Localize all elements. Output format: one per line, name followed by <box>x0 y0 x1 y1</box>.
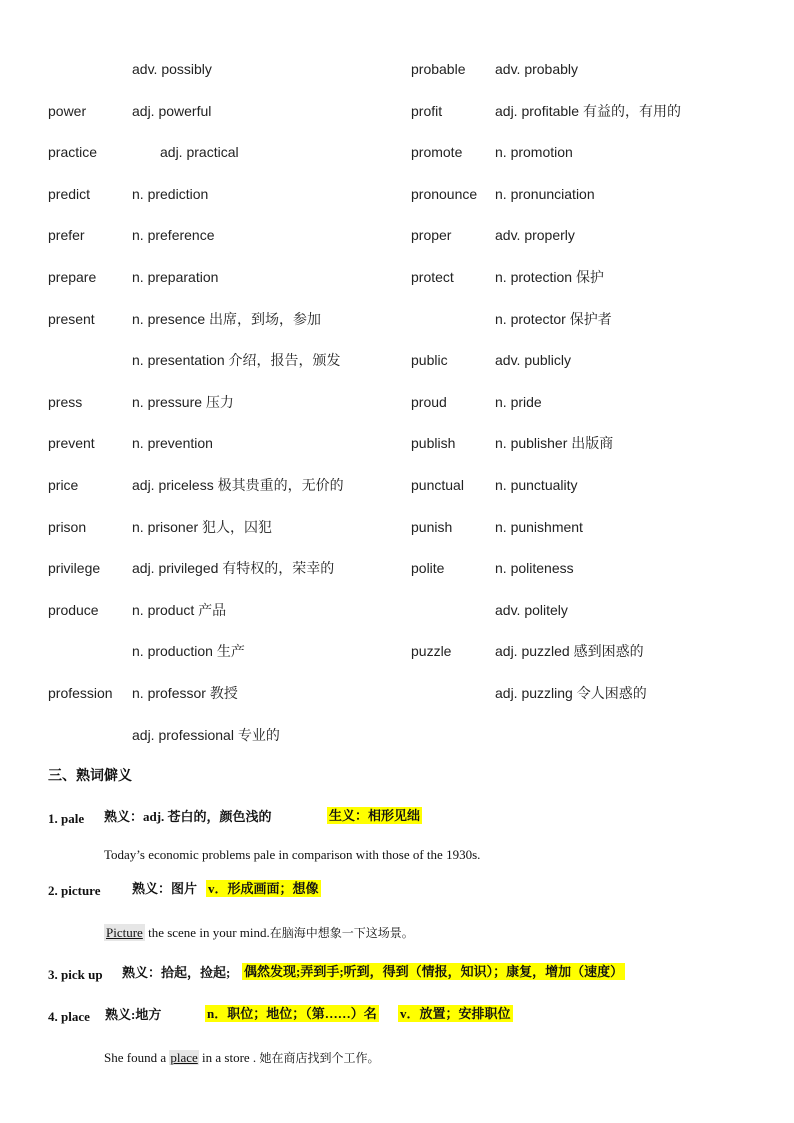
vocab-derivative: adj. powerful <box>132 103 212 119</box>
new-meaning: 生义：相形见绌 <box>329 808 421 823</box>
vocab-derivative: n. pride <box>495 394 542 410</box>
example-sentence: She found a place in a store . 她在商店找到个工作。 <box>104 1050 380 1065</box>
vocab-derivative: n. protection 保护 <box>495 269 604 285</box>
vocab-word: press <box>48 394 83 410</box>
familiar-meaning: 熟义:地方 <box>105 1007 162 1022</box>
vocab-word: puzzle <box>411 643 452 659</box>
vocab-word: polite <box>411 560 445 576</box>
vocab-derivative: n. production 生产 <box>132 643 245 659</box>
vocab-word: protect <box>411 269 454 285</box>
highlighted-word: Picture <box>106 925 143 940</box>
familiar-meaning: 熟义：图片 <box>132 881 198 896</box>
vocab-word: predict <box>48 186 91 202</box>
new-meaning-verb: v．放置；安排职位 <box>400 1006 511 1021</box>
vocab-word: prepare <box>48 269 97 285</box>
vocab-derivative: n. presence 出席，到场，参加 <box>132 311 322 327</box>
entry-number: 2. picture <box>48 883 101 898</box>
vocab-derivative: adj. priceless 极其贵重的，无价的 <box>132 477 344 493</box>
vocab-derivative: n. punishment <box>495 519 583 535</box>
vocab-word: public <box>411 352 448 368</box>
vocab-derivative: adj. professional 专业的 <box>132 727 280 743</box>
vocab-derivative: n. product 产品 <box>132 602 227 618</box>
vocab-derivative: n. pronunciation <box>495 186 595 202</box>
vocab-derivative: n. pressure 压力 <box>132 394 234 410</box>
vocab-word: prison <box>48 519 87 535</box>
vocab-word: privilege <box>48 560 101 576</box>
entry-number: 3. pick up <box>48 967 103 982</box>
vocab-word: produce <box>48 602 99 618</box>
vocab-derivative: n. prisoner 犯人，囚犯 <box>132 519 273 535</box>
vocab-derivative: adv. politely <box>495 602 568 618</box>
vocab-word: pronounce <box>411 186 478 202</box>
vocab-derivative: n. professor 教授 <box>132 685 238 701</box>
vocab-derivative: n. promotion <box>495 144 573 160</box>
vocab-derivative: n. presentation 介绍，报告，颁发 <box>132 352 341 368</box>
vocab-word: prevent <box>48 435 95 451</box>
vocab-word: price <box>48 477 79 493</box>
vocab-derivative: adj. privileged 有特权的，荣幸的 <box>132 560 335 576</box>
entry-number: 4. place <box>48 1009 90 1024</box>
vocab-word: promote <box>411 144 463 160</box>
vocab-derivative: adj. profitable 有益的，有用的 <box>495 103 681 119</box>
vocab-word: proud <box>411 394 447 410</box>
new-meaning: 偶然发现;弄到手;听到，得到（情报，知识）；康复，增加（速度） <box>244 964 624 979</box>
vocab-derivative: n. politeness <box>495 560 574 576</box>
section-title: 三、熟词僻义 <box>48 768 132 784</box>
vocab-derivative: adj. puzzling 令人困惑的 <box>495 685 647 701</box>
vocab-word: publish <box>411 435 456 451</box>
vocab-derivative: n. preparation <box>132 269 219 285</box>
example-sentence: Picture the scene in your mind.在脑海中想象一下这场景。 <box>106 925 414 940</box>
vocab-derivative: adv. publicly <box>495 352 572 368</box>
vocab-word: profession <box>48 685 113 701</box>
vocab-word: prefer <box>48 227 85 243</box>
vocab-word: power <box>48 103 87 119</box>
vocab-word: punish <box>411 519 453 535</box>
vocab-derivative: n. prediction <box>132 186 209 202</box>
example-sentence: Today’s economic problems pale in comparison with those of the 1930s. <box>104 847 481 862</box>
vocab-derivative: adv. properly <box>495 227 575 243</box>
vocab-word: probable <box>411 61 466 77</box>
vocab-derivative: adj. puzzled 感到困惑的 <box>495 643 644 659</box>
highlighted-word: place <box>170 1050 198 1065</box>
vocab-word: present <box>48 311 95 327</box>
vocab-word: proper <box>411 227 452 243</box>
new-meaning: v．形成画面；想像 <box>208 881 319 896</box>
vocab-derivative: n. protector 保护者 <box>495 311 612 327</box>
vocab-derivative: n. publisher 出版商 <box>495 435 614 451</box>
vocab-derivative: n. preference <box>132 227 215 243</box>
vocab-derivative: adv. probably <box>495 61 579 77</box>
vocab-derivative: adj. practical <box>160 144 239 160</box>
vocab-word: punctual <box>411 477 464 493</box>
familiar-meaning: 熟义：拾起，捡起; <box>122 965 231 980</box>
familiar-meaning: 熟义：adj. 苍白的，颜色浅的 <box>104 809 272 824</box>
new-meaning: n．职位；地位；（第……）名 <box>207 1006 377 1021</box>
vocab-word: practice <box>48 144 98 160</box>
vocab-derivative: adv. possibly <box>132 61 212 77</box>
vocab-derivative: n. prevention <box>132 435 213 451</box>
entry-number: 1. pale <box>48 811 85 826</box>
vocab-word: profit <box>411 103 443 119</box>
vocab-derivative: n. punctuality <box>495 477 578 493</box>
